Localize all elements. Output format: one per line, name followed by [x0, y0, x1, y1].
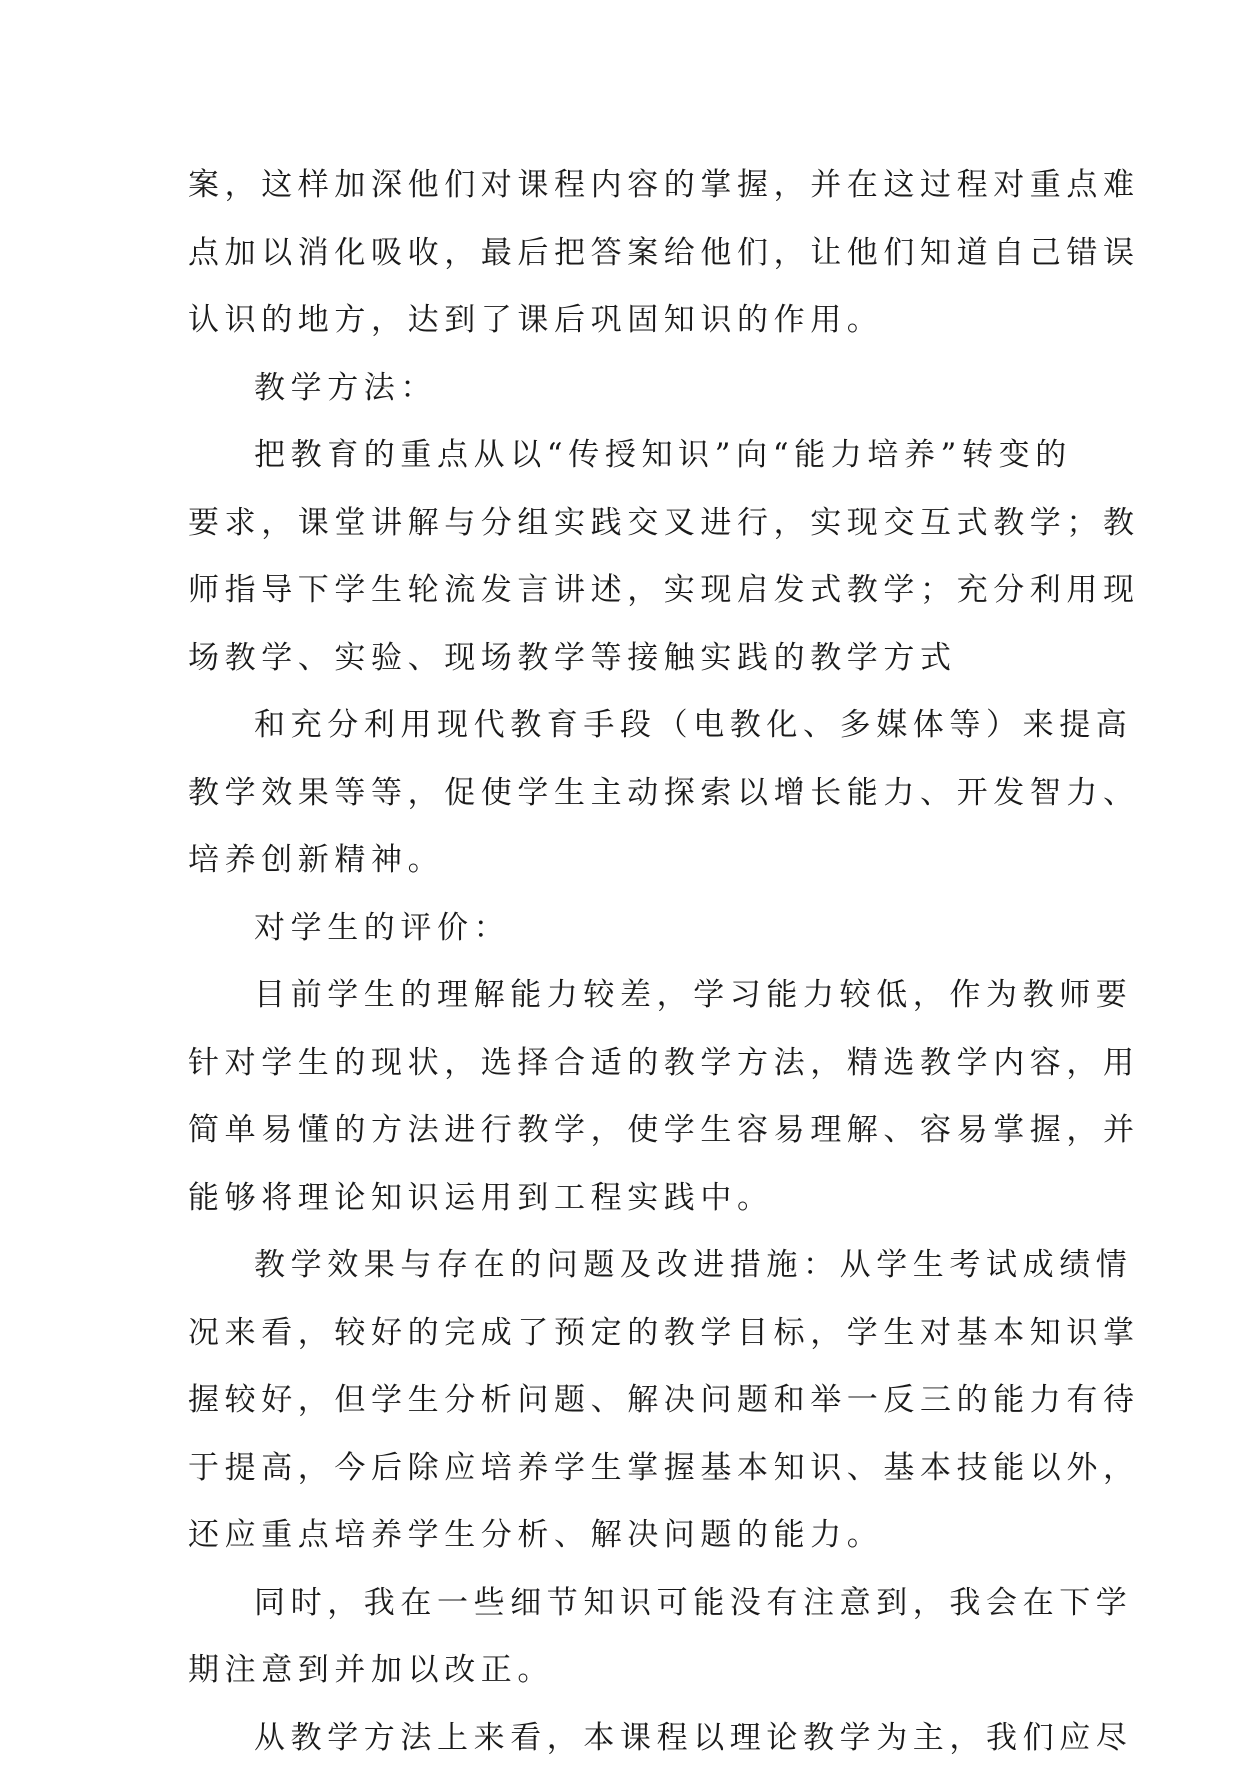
text-line: 简单易懂的方法进行教学，使学生容易理解、容易掌握，并	[188, 1097, 1078, 1165]
text-line: 目前学生的理解能力较差，学习能力较低，作为教师要	[188, 962, 1078, 1030]
section-heading-student-evaluation: 对学生的评价：	[188, 895, 1078, 963]
text-line: 况来看，较好的完成了预定的教学目标，学生对基本知识掌	[188, 1300, 1078, 1368]
text-line: 点加以消化吸收，最后把答案给他们，让他们知道自己错误	[188, 220, 1078, 288]
text-line: 案，这样加深他们对课程内容的掌握，并在这过程对重点难	[188, 152, 1078, 220]
document-body	[188, 152, 1078, 1772]
text-line: 还应重点培养学生分析、解决问题的能力。	[188, 1502, 1078, 1570]
text-line: 握较好，但学生分析问题、解决问题和举一反三的能力有待	[188, 1367, 1078, 1435]
text-line: 同时，我在一些细节知识可能没有注意到，我会在下学	[188, 1570, 1078, 1638]
text-line: 从教学方法上来看，本课程以理论教学为主，我们应尽	[188, 1705, 1078, 1772]
text-line: 场教学、实验、现场教学等接触实践的教学方式	[188, 625, 1078, 693]
text-line: 要求，课堂讲解与分组实践交叉进行，实现交互式教学；教	[188, 490, 1078, 558]
text-line: 期注意到并加以改正。	[188, 1637, 1078, 1705]
text-line: 教学效果与存在的问题及改进措施：从学生考试成绩情	[188, 1232, 1078, 1300]
text-line: 培养创新精神。	[188, 827, 1078, 895]
text-line: 教学效果等等，促使学生主动探索以增长能力、开发智力、	[188, 760, 1078, 828]
text-line: 能够将理论知识运用到工程实践中。	[188, 1165, 1078, 1233]
text-line: 把教育的重点从以“传授知识”向“能力培养”转变的	[188, 422, 1078, 490]
text-line: 于提高，今后除应培养学生掌握基本知识、基本技能以外，	[188, 1435, 1078, 1503]
text-line: 针对学生的现状，选择合适的教学方法，精选教学内容，用	[188, 1030, 1078, 1098]
text-line: 认识的地方，达到了课后巩固知识的作用。	[188, 287, 1078, 355]
text-line: 和充分利用现代教育手段（电教化、多媒体等）来提高	[188, 692, 1078, 760]
section-heading-teaching-methods: 教学方法：	[188, 355, 1078, 423]
text-line: 师指导下学生轮流发言讲述，实现启发式教学；充分利用现	[188, 557, 1078, 625]
